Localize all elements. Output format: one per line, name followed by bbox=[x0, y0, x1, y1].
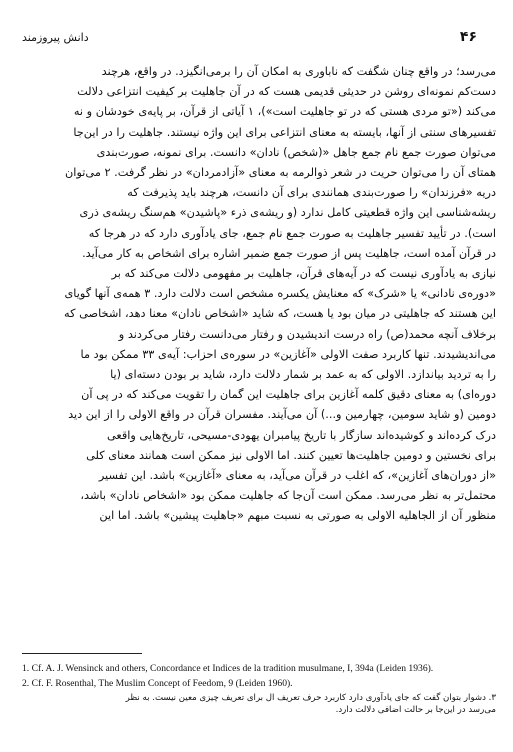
body-line: دومین (و شاید سومین، چهارمین و...) آن می‌آیند. مفسران قرآن در واقع الاولی را از این دید bbox=[68, 408, 496, 422]
body-line: «دوره‌ی نادانی» یا «شرک» که معنایش یکسره مشخص است دلالت دارد. ۳ همه‌ی آنها گویای bbox=[64, 287, 496, 301]
body-line: برخلاف آنچه محمد(ص) راه درست اندیشیدن و رفتار می‌دانست رفتار می‌کردند و bbox=[118, 327, 496, 341]
body-line: می‌رسد؛ در واقع چنان شگفت که ناباوری به امکان آن را برمی‌انگیزد. در واقع، هرچند bbox=[101, 65, 496, 78]
body-line: این هستند که جاهلیتی در میان بود یا هست، که شاید «اشخاص نادان» معنا دهد، اشخاصی که bbox=[64, 307, 496, 321]
body-line: «از دوران‌های آغازین»، که اغلب در قرآن می‌آید، به معنای «آغازین» باشد. این تفسیر bbox=[98, 469, 496, 483]
running-head bbox=[22, 28, 477, 46]
footnotes bbox=[22, 662, 496, 716]
body-line: محتمل‌تر به نظر می‌رسد. ممکن است آن‌جا که جاهلیت ممکن بود «اشخاص نادان» باشد، bbox=[80, 489, 496, 503]
body-line: همتای آن را می‌توان حریت در شعر ذوالرمه به معنای «آزادمردان» در نظر گرفت. ۲ می‌توان bbox=[65, 166, 496, 180]
footnote-divider bbox=[22, 653, 142, 654]
body-line: دست‌کم نمونه‌ای روشن در حدیثی قدیمی هست که در آن جاهلیت بر کیفیت انتزاعی دلالت bbox=[77, 85, 496, 99]
body-line: است). در تأیید تفسیر جاهلیت به صورت جمع نام جمع، جای یادآوری دارد که در هرجا که bbox=[88, 226, 496, 240]
page-number: ۴۶ bbox=[459, 29, 477, 45]
body-line: می‌توان صورت جمع نام جمع جاهل «(شخص) نادان» دانست. برای نمونه، صورت‌بندی bbox=[96, 145, 496, 159]
body-line: منظور آن از الجاهلیه الاولی به صورتی به نسبت مبهم «جاهلیت پیشین» باشد. اما این bbox=[99, 509, 496, 523]
body-line: تفسیرهای سنتی از آنها، بایسته به معنای انتزاعی برای این واژه نیستند. جاهلیت را در این‌جا bbox=[73, 125, 496, 139]
body-text bbox=[22, 62, 496, 527]
body-line: را به تردید بیاندازد. الاولی که به عمد بر شمار دلالت دارد، شاید بر بودن دسته‌ای (یا bbox=[110, 368, 496, 382]
body-line: ریشه‌شناسی این واژه قطعیتی کامل ندارد (و ریشه‌ی ذرء «پاشیدن» هم‌سنگ ریشه‌ی ذری bbox=[79, 206, 496, 220]
body-line: درک کرده‌اند و کوشیده‌اند سازگار با تاریخ پیامبران یهودی-مسیحی، تاریخ‌هایی واقعی bbox=[106, 428, 496, 442]
body-line: دریه «فرزندان» را صورت‌بندی همانندی برای آن دانست، هرچند باید پذیرفت که bbox=[127, 186, 496, 200]
body-line: در قرآن آمده است، جاهلیت پس از صورت جمع ضمیر اشاره برای اشخاص به کار می‌آید. bbox=[82, 246, 496, 260]
running-head-title: دانش پیروزمند bbox=[22, 30, 89, 44]
body-line: دوره‌ای) به معنای دقیق کلمه آغازین برای جاهلیت این گمان را تقویت می‌کند که در پی آن bbox=[81, 388, 496, 402]
body-line: می‌کند («تو مردی هستی که در تو جاهلیت است»)، ۱ آیاتی از قرآن، بر پایه‌ی خودشان و نه bbox=[73, 105, 496, 119]
body-line: برای نخستین و دومین جاهلیت‌ها تعیین کنند. اما الاولی نیز ممکن است همانند معنای کلی bbox=[86, 448, 496, 462]
footnote-1: 1. Cf. A. J. Wensinck and others, Concordance et Indices de la tradition musulmane, I, 394a (Leiden 1936). bbox=[22, 663, 434, 674]
footnote-3-line-2: می‌رسد در این‌جا بر حالت اضافی دلالت دارد. bbox=[335, 705, 496, 715]
body-line: نیازی به یادآوری نیست که در آیه‌های قرآن، جاهلیت بر مفهومی دلالت می‌کند که بر bbox=[111, 267, 496, 281]
body-line: می‌اندیشیدند. تنها کاربرد صفت الاولی «آغازین» در سوره‌ی احزاب: آیه‌ی ۳۳ ممکن بود ما bbox=[80, 347, 496, 361]
footnote-2: 2. Cf. F. Rosenthal, The Muslim Concept of Feedom, 9 (Leiden 1960). bbox=[22, 678, 293, 689]
footnote-3-line-1: ۳. دشوار بتوان گفت که جای یادآوری دارد کاربرد حرف تعریف ال برای تعریف چیزی معین نیست. به نظر bbox=[125, 693, 496, 703]
